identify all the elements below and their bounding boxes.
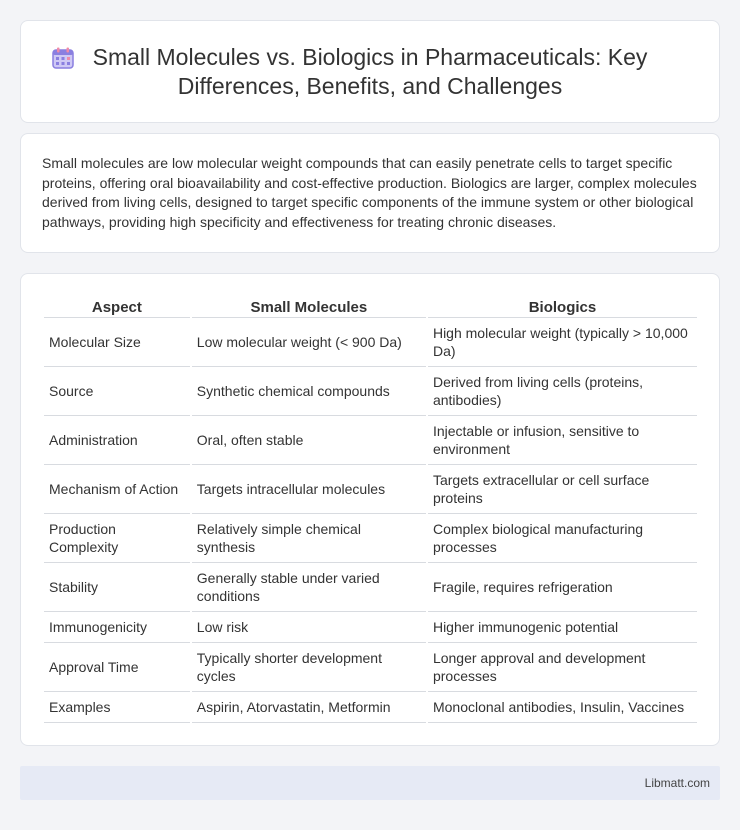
aspect-cell: Stability	[44, 563, 190, 612]
small-molecules-cell: Low molecular weight (< 900 Da)	[192, 318, 426, 367]
biologics-cell: Longer approval and development processes	[428, 643, 697, 692]
aspect-cell: Administration	[44, 416, 190, 465]
small-molecules-cell: Targets intracellular molecules	[192, 465, 426, 514]
table-row	[44, 318, 697, 367]
biologics-cell: Injectable or infusion, sensitive to environment	[428, 416, 697, 465]
biologics-cell: Fragile, requires refrigeration	[428, 563, 697, 612]
small-molecules-cell: Oral, often stable	[192, 416, 426, 465]
aspect-cell: Production Complexity	[44, 514, 190, 563]
page-title: Small Molecules vs. Biologics in Pharmaceuticals: Key Differences, Benefits, and Challenges	[92, 44, 648, 99]
small-molecules-cell: Low risk	[192, 612, 426, 643]
comparison-table	[42, 294, 699, 723]
small-molecules-cell: Typically shorter development cycles	[192, 643, 426, 692]
table-row	[44, 643, 697, 692]
aspect-cell: Immunogenicity	[44, 612, 190, 643]
table-row	[44, 692, 697, 723]
biologics-cell: Targets extracellular or cell surface proteins	[428, 465, 697, 514]
small-molecules-cell: Aspirin, Atorvastatin, Metformin	[192, 692, 426, 723]
aspect-cell: Approval Time	[44, 643, 190, 692]
biologics-cell: High molecular weight (typically > 10,000 Da)	[428, 318, 697, 367]
comparison-card	[20, 273, 720, 746]
table-header-row	[44, 294, 697, 318]
summary-card	[20, 133, 720, 253]
small-molecules-cell: Generally stable under varied conditions	[192, 563, 426, 612]
footer-brand: Libmatt.com	[644, 776, 710, 790]
header-biologics: Biologics	[428, 294, 697, 318]
table-row	[44, 612, 697, 643]
aspect-cell: Examples	[44, 692, 190, 723]
small-molecules-cell: Synthetic chemical compounds	[192, 367, 426, 416]
table-row	[44, 367, 697, 416]
footer-bar	[20, 766, 720, 800]
summary-text: Small molecules are low molecular weight compounds that can easily penetrate cells to target specific proteins, offering oral bioavailability and cost-effective production. Biologics are larger, complex molecules derived from living cells, designed to target specific components of the immune system or other biological pathways, providing high specificity and effectiveness for treating chronic diseases.	[42, 155, 697, 230]
aspect-cell: Source	[44, 367, 190, 416]
header-aspect: Aspect	[44, 294, 190, 318]
table-row	[44, 416, 697, 465]
table-row	[44, 563, 697, 612]
small-molecules-cell: Relatively simple chemical synthesis	[192, 514, 426, 563]
aspect-cell: Mechanism of Action	[44, 465, 190, 514]
table-row	[44, 465, 697, 514]
biologics-cell: Higher immunogenic potential	[428, 612, 697, 643]
title-card	[20, 20, 720, 123]
biologics-cell: Complex biological manufacturing processes	[428, 514, 697, 563]
aspect-cell: Molecular Size	[44, 318, 190, 367]
header-small-molecules: Small Molecules	[192, 294, 426, 318]
table-row	[44, 514, 697, 563]
biologics-cell: Derived from living cells (proteins, antibodies)	[428, 367, 697, 416]
biologics-cell: Monoclonal antibodies, Insulin, Vaccines	[428, 692, 697, 723]
